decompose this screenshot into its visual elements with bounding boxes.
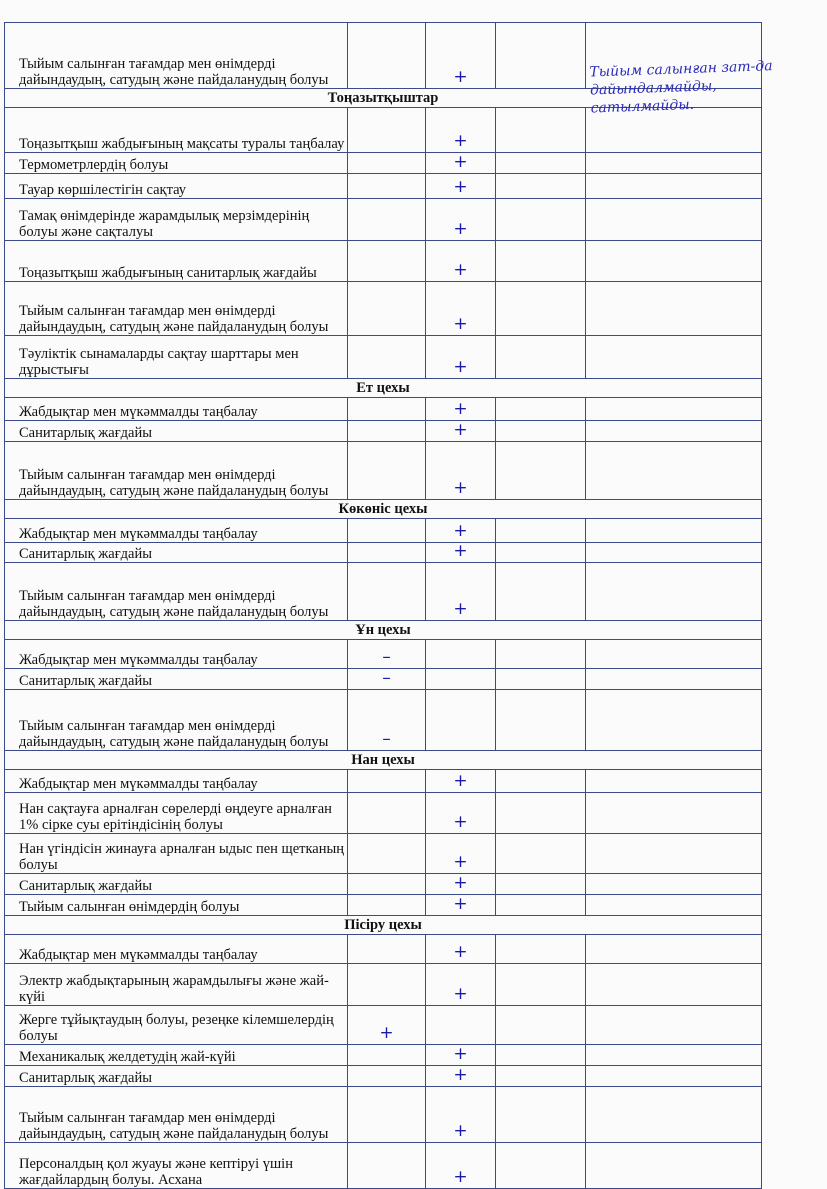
result-cell (496, 174, 586, 199)
handwritten-mark: + (453, 478, 468, 498)
result-cell (496, 398, 586, 421)
handwritten-mark: + (453, 131, 468, 151)
result-cell (426, 874, 496, 895)
result-cell (348, 874, 426, 895)
handwritten-mark: + (453, 521, 468, 541)
result-cell (496, 834, 586, 874)
result-cell (348, 1066, 426, 1087)
result-cell (496, 421, 586, 442)
handwritten-mark: + (453, 260, 468, 280)
result-cell (348, 563, 426, 621)
result-cell (496, 964, 586, 1006)
result-cell (426, 421, 496, 442)
result-cell (348, 543, 426, 563)
requirement-text: Тыйым салынған тағамдар мен өнімдерді дайындаудың, сатудың және пайдаланудың болуы (5, 563, 348, 621)
result-cell (348, 1087, 426, 1143)
handwritten-mark: + (453, 152, 468, 172)
result-cell (426, 690, 496, 751)
requirement-text: Персоналдың қол жуауы және кептіруі үшін жағдайлардың болуы. Асхана (5, 1143, 348, 1189)
result-cell (348, 421, 426, 442)
result-cell (348, 199, 426, 241)
requirement-text: Тауар көршілестігін сақтау (5, 174, 348, 199)
requirement-text: Жабдықтар мен мүкәммалды таңбалау (5, 519, 348, 543)
result-cell (348, 1143, 426, 1189)
result-cell (586, 1045, 762, 1066)
requirement-text: Тыйым салынған тағамдар мен өнімдерді дайындаудың, сатудың және пайдаланудың болуы (5, 690, 348, 751)
requirement-text: Санитарлық жағдайы (5, 1066, 348, 1087)
result-cell (586, 640, 762, 669)
handwritten-mark: + (453, 420, 468, 440)
result-cell (348, 174, 426, 199)
result-cell (496, 690, 586, 751)
result-cell (496, 336, 586, 379)
result-cell (496, 241, 586, 282)
result-cell (586, 442, 762, 500)
checklist-row (5, 174, 762, 199)
requirement-text: Тоңазытқыш жабдығының санитарлық жағдайы (5, 241, 348, 282)
checklist-row (5, 1006, 762, 1045)
handwritten-mark: + (453, 399, 468, 419)
handwritten-mark: + (453, 67, 468, 87)
result-cell (426, 543, 496, 563)
checklist-row (5, 543, 762, 563)
result-cell (496, 563, 586, 621)
result-cell (586, 895, 762, 916)
checklist-row (5, 669, 762, 690)
result-cell (348, 398, 426, 421)
result-cell (348, 895, 426, 916)
requirement-text: Электр жабдықтарының жарамдылығы және жай-күйі (5, 964, 348, 1006)
requirement-text: Нан үгіндісін жинауға арналған ыдыс пен щетканың болуы (5, 834, 348, 874)
result-cell (348, 793, 426, 834)
result-cell (348, 640, 426, 669)
result-cell (496, 1143, 586, 1189)
section-title: Нан цехы (5, 751, 762, 770)
result-cell (426, 1087, 496, 1143)
result-cell (348, 1045, 426, 1066)
handwritten-mark: + (453, 771, 468, 791)
requirement-text: Жабдықтар мен мүкәммалды таңбалау (5, 398, 348, 421)
requirement-text: Тыйым салынған өнімдердің болуы (5, 895, 348, 916)
section-title: Ет цехы (5, 379, 762, 398)
requirement-text: Термометрлердің болуы (5, 153, 348, 174)
checklist-row (5, 519, 762, 543)
result-cell (586, 669, 762, 690)
result-cell (426, 935, 496, 964)
requirement-text: Тыйым салынған тағамдар мен өнімдерді дайындаудың, сатудың және пайдаланудың болуы (5, 1087, 348, 1143)
handwritten-note: Тыйым салынған зат-да дайындалмайды, сатылмайды. (589, 58, 773, 117)
section-title: Тоңазытқыштар (5, 89, 762, 108)
handwritten-mark: + (453, 541, 468, 561)
section-header-row (5, 916, 762, 935)
requirement-text: Санитарлық жағдайы (5, 421, 348, 442)
handwritten-mark: + (453, 1121, 468, 1141)
requirement-text: Жерге тұйықтаудың болуы, резеңке кілемшелердің болуы (5, 1006, 348, 1045)
checklist-row (5, 282, 762, 336)
result-cell (348, 834, 426, 874)
result-cell (348, 935, 426, 964)
result-cell (426, 770, 496, 793)
checklist-row (5, 834, 762, 874)
result-cell (586, 153, 762, 174)
result-cell (586, 964, 762, 1006)
requirement-text: Тыйым салынған тағамдар мен өнімдерді дайындаудың, сатудың және пайдаланудың болуы (5, 23, 348, 89)
result-cell (426, 895, 496, 916)
handwritten-mark: + (453, 894, 468, 914)
result-cell (348, 282, 426, 336)
handwritten-mark: + (453, 852, 468, 872)
result-cell (586, 690, 762, 751)
result-cell (586, 793, 762, 834)
checklist-row (5, 770, 762, 793)
checklist-row (5, 1087, 762, 1143)
result-cell (426, 108, 496, 153)
requirement-text: Тыйым салынған тағамдар мен өнімдерді дайындаудың, сатудың және пайдаланудың болуы (5, 442, 348, 500)
result-cell (496, 793, 586, 834)
checklist-row (5, 442, 762, 500)
requirement-text: Санитарлық жағдайы (5, 543, 348, 563)
checklist-row (5, 241, 762, 282)
result-cell (348, 442, 426, 500)
checklist-row (5, 874, 762, 895)
handwritten-mark: + (453, 984, 468, 1004)
section-header-row (5, 500, 762, 519)
result-cell (496, 543, 586, 563)
result-cell (426, 336, 496, 379)
checklist-row (5, 1143, 762, 1189)
result-cell (348, 336, 426, 379)
result-cell (496, 108, 586, 153)
result-cell (426, 964, 496, 1006)
result-cell (426, 519, 496, 543)
requirement-text: Жабдықтар мен мүкәммалды таңбалау (5, 640, 348, 669)
result-cell (586, 1066, 762, 1087)
requirement-text: Санитарлық жағдайы (5, 874, 348, 895)
result-cell (586, 199, 762, 241)
checklist-row (5, 199, 762, 241)
result-cell (496, 874, 586, 895)
result-cell (496, 1087, 586, 1143)
result-cell (586, 834, 762, 874)
result-cell (426, 241, 496, 282)
result-cell (496, 23, 586, 89)
result-cell (586, 563, 762, 621)
requirement-text: Нан сақтауға арналған сөрелерді өңдеуге арналған 1% сірке суы ерітіндісінің болуы (5, 793, 348, 834)
result-cell (586, 519, 762, 543)
result-cell (586, 398, 762, 421)
result-cell (586, 282, 762, 336)
result-cell (426, 1006, 496, 1045)
result-cell (426, 398, 496, 421)
result-cell (426, 199, 496, 241)
result-cell (496, 640, 586, 669)
checklist-row (5, 563, 762, 621)
result-cell (586, 1087, 762, 1143)
result-cell (496, 895, 586, 916)
result-cell (426, 282, 496, 336)
result-cell (496, 519, 586, 543)
handwritten-mark: + (453, 1044, 468, 1064)
result-cell (348, 669, 426, 690)
handwritten-mark: + (453, 942, 468, 962)
result-cell (348, 690, 426, 751)
handwritten-mark: + (453, 1065, 468, 1085)
result-cell (496, 1066, 586, 1087)
requirement-text: Тәуліктік сынамаларды сақтау шарттары мен дұрыстығы (5, 336, 348, 379)
handwritten-mark: + (453, 812, 468, 832)
section-header-row (5, 379, 762, 398)
result-cell (426, 1143, 496, 1189)
result-cell (426, 640, 496, 669)
checklist-row (5, 1066, 762, 1087)
result-cell (348, 153, 426, 174)
requirement-text: Тоңазытқыш жабдығының мақсаты туралы таңбалау (5, 108, 348, 153)
result-cell (426, 834, 496, 874)
inspection-checklist-table (4, 22, 762, 1189)
result-cell (496, 669, 586, 690)
checklist-row (5, 153, 762, 174)
checklist-row (5, 690, 762, 751)
result-cell (496, 442, 586, 500)
result-cell (348, 770, 426, 793)
result-cell (348, 108, 426, 153)
result-cell (496, 153, 586, 174)
requirement-text: Тамақ өнімдерінде жарамдылық мерзімдерінің болуы және сақталуы (5, 199, 348, 241)
result-cell (586, 1143, 762, 1189)
result-cell (348, 23, 426, 89)
handwritten-mark: + (379, 1023, 394, 1043)
result-cell (586, 1006, 762, 1045)
result-cell (426, 669, 496, 690)
handwritten-mark: – (382, 729, 391, 749)
result-cell (426, 1045, 496, 1066)
result-cell (348, 519, 426, 543)
result-cell (586, 336, 762, 379)
result-cell (496, 282, 586, 336)
section-header-row (5, 621, 762, 640)
result-cell (348, 964, 426, 1006)
checklist-row (5, 964, 762, 1006)
result-cell (426, 442, 496, 500)
result-cell (586, 241, 762, 282)
requirement-text: Санитарлық жағдайы (5, 669, 348, 690)
checklist-row (5, 421, 762, 442)
result-cell (586, 770, 762, 793)
checklist-row (5, 1045, 762, 1066)
section-title: Көкөніс цехы (5, 500, 762, 519)
requirement-text: Механикалық желдетудің жай-күйі (5, 1045, 348, 1066)
result-cell (586, 421, 762, 442)
handwritten-mark: + (453, 1167, 468, 1187)
result-cell (496, 199, 586, 241)
result-cell (496, 1006, 586, 1045)
requirement-text: Тыйым салынған тағамдар мен өнімдерді дайындаудың, сатудың және пайдаланудың болуы (5, 282, 348, 336)
checklist-row (5, 935, 762, 964)
checklist-row (5, 398, 762, 421)
requirement-text: Жабдықтар мен мүкәммалды таңбалау (5, 935, 348, 964)
checklist-row (5, 336, 762, 379)
handwritten-mark: + (453, 599, 468, 619)
handwritten-mark: + (453, 357, 468, 377)
checklist-row (5, 793, 762, 834)
handwritten-mark: – (382, 668, 391, 688)
section-title: Ұн цехы (5, 621, 762, 640)
handwritten-mark: + (453, 873, 468, 893)
result-cell (426, 23, 496, 89)
result-cell (586, 543, 762, 563)
result-cell (348, 241, 426, 282)
checklist-row (5, 640, 762, 669)
result-cell (426, 174, 496, 199)
handwritten-mark: + (453, 177, 468, 197)
result-cell (496, 935, 586, 964)
section-header-row (5, 751, 762, 770)
checklist-row (5, 895, 762, 916)
result-cell (426, 1066, 496, 1087)
result-cell (348, 1006, 426, 1045)
result-cell (586, 874, 762, 895)
section-title: Пісіру цехы (5, 916, 762, 935)
result-cell (496, 1045, 586, 1066)
result-cell (426, 563, 496, 621)
result-cell (496, 770, 586, 793)
result-cell (586, 174, 762, 199)
handwritten-mark: + (453, 314, 468, 334)
result-cell (426, 793, 496, 834)
handwritten-mark: – (382, 647, 391, 667)
requirement-text: Жабдықтар мен мүкәммалды таңбалау (5, 770, 348, 793)
result-cell (586, 935, 762, 964)
result-cell (426, 153, 496, 174)
handwritten-mark: + (453, 219, 468, 239)
